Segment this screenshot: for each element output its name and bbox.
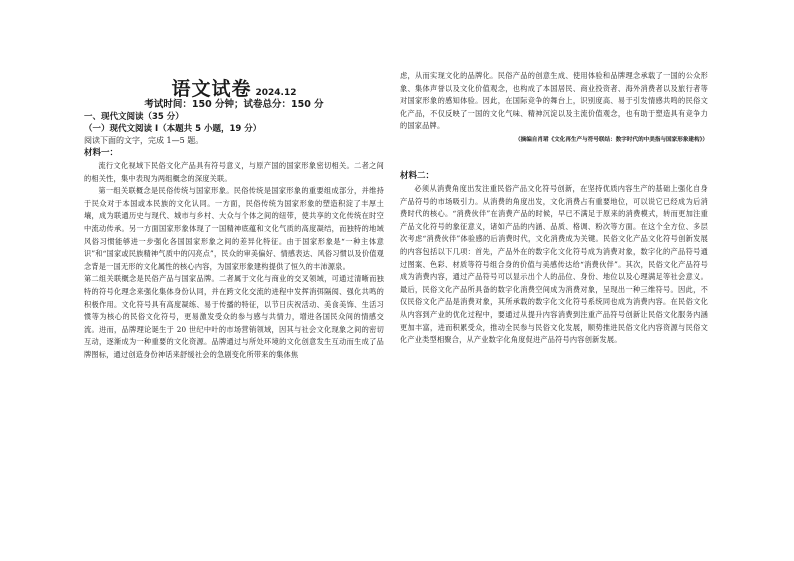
source-citation: （摘编自肖珺《文化再生产与符号联结：数字时代的中美指与国家形象建构》） (515, 136, 708, 143)
page-title: 语文试卷 (171, 78, 252, 100)
material2-label: 材料二： (400, 170, 435, 181)
material2-paragraph: 必须从消费角度出发注重民俗产品文化符号创新，在坚持优质内容生产的基础上强化自身产品符号的市场吸引力。从消费的角度出发，文化消费占有重要地位，可以说它已经成为后消费时代的核心。“消费伙伴”在消费产品的时候，早已不满足于原来的消费模式，转而更加注重产品文化符号的象征意义，诸如产品的内涵、品质、格调、粉次等方面。在这个全方位、多层次考虑“消费伙伴”体验感的后消费时代，文化消费成为关键。民俗文化产品文化符号创新发展的内容包括以下几项：首先，产品外在的数字化文化符号成为消费对象，数字化的产品符号通过图案、色彩、材质等符号组合身的价值与美感传达给“消费伙伴”。其次，民俗文化产品符号成为消费内容，通过产品符号可以显示出个人的品位、身份、地位以及心理满足等社会意义。最后，民俗文化产品所具备的数字化消费空间成为消费对象，呈现出一种三维符号。因此，不仅民俗文化产品是消费对象，其所承载的数字化文化符号系统同也成为消费内容。在民俗文化从内容到产业的优化过程中，要通过从提升内容消费到注重产品符号创新让民俗文化服务内涵更加丰富，进而积累受众，推动全民参与民俗文化发展，顺势推进民俗文化内容资源与民俗文化产业类型相聚合，从产业数字化角度促进产品符号内容创新发展。 (400, 183, 708, 345)
exam-info: 考试时间：150 分钟；试卷总分：150 分 (144, 99, 324, 110)
title-row (84, 74, 384, 100)
material1-label: 材料一： (84, 148, 119, 158)
right-column (400, 0, 708, 561)
instruction-text: 阅读下面的文字，完成 1—5 题。 (84, 136, 204, 145)
material1-paragraph: 第二组关联概念是民俗产品与国家品牌。二者属于文化与商业的交叉领域，可通过清晰而独特的符号化理念来强化集体身份认同，并在跨文化交流的进程中发挥消弭隔阂、强化共鸣的积极作用。文化符号具有高度凝练、易于传播的特征，以节日庆祝活动、美食美饰、生活习惯等为核心的民俗文化符号，更易激发受众的参与感与共情力，增进各国民众间的情感交流。进而，品牌理论诞生于 20 世纪中叶的市场营销领域，因其与社会文化现象之间的密切互动，逐渐成为一种重要的文化资源。品牌通过与所处环境的文化创意发生互动而生成了品牌图标，通过创造身份神话来舒缓社会的急剧变化所带来的集体焦 (84, 274, 384, 359)
material1-paragraph: 流行文化视域下民俗文化产品具有符号意义，与原产国的国家形象密切相关。二者之间的相关性，集中表现为两组概念的深度关联。 (84, 161, 384, 183)
left-column (84, 0, 384, 561)
material1-paragraph: 第一组关联概念是民俗传统与国家形象。民俗传统是国家形象的重要组成部分，并维持于民众对于本国或本民族的文化认同。一方面，民俗传统为国家形象的塑造积淀了丰厚土壤，成为联通历史与现代、城市与乡村、大众与个体之间的纽带，使共享的文化传统在时空中流动传承。另一方面国家形象体现了一国精神底蕴和文化气质的高度凝结，而独特的地域风俗习惯能够进一步强化各国国家形象之间的差异化特征。由于国家形象是“一种主体意识”和“国家或民族精神气质中的闪亮点”，民众的审美偏好、情感表达、风俗习惯以及价值观念背是一国无形的文化属性的核心内容，为国家形象建构提供了恒久的丰沛源泉。 (84, 186, 384, 271)
subsection-heading: （一）现代文阅读 I（本题共 5 小题，19 分） (84, 124, 262, 134)
exam-date: 2024.12 (255, 88, 297, 98)
material1-continuation: 虑，从而实现文化的品牌化。民俗产品的创意生成、使用体验和品牌理念承载了一国的公众形象、集体声誉以及文化价值观念，也构成了本国居民、商业投资者、海外消费者以及旅行者等对国家形象的感知体验。因此，在国际竞争的舞台上，识别度高、易于引发情感共鸣的民俗文化产品，不仅反映了一国的文化气味、精神沉淀以及主流价值观念，也有助于塑造具有竞争力的国家品牌。 (400, 71, 708, 131)
section-heading: 一、现代文阅读（35 分） (84, 112, 184, 122)
